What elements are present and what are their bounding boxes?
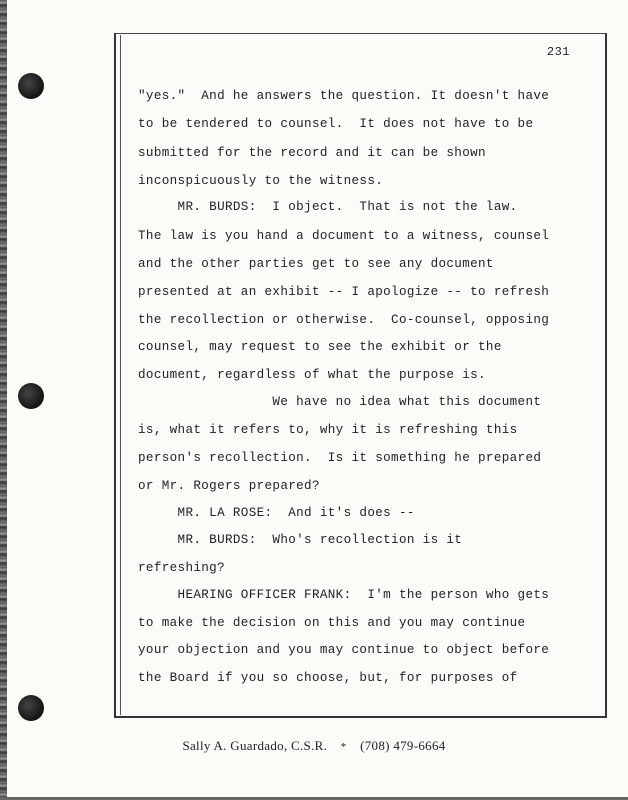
page-left-edge: [0, 0, 7, 800]
transcript-line: submitted for the record and it can be shown: [138, 146, 486, 160]
page-footer: [0, 738, 628, 754]
transcript-line: the recollection or otherwise. Co-counsel, opposing: [138, 313, 550, 327]
court-reporter-name: Sally A. Guardado, C.S.R.: [182, 738, 328, 753]
binder-hole: [18, 73, 44, 99]
transcript-line: and the other parties get to see any document: [138, 257, 494, 271]
transcript-line: MR. BURDS: Who's recollection is it: [138, 533, 463, 547]
transcript-line: MR. LA ROSE: And it's does --: [138, 506, 415, 520]
transcript-line: person's recollection. Is it something he prepared: [138, 451, 542, 465]
transcript-line: presented at an exhibit -- I apologize -- to refresh: [138, 285, 550, 299]
transcript-line: "yes." And he answers the question. It doesn't have: [138, 89, 550, 103]
binder-hole: [18, 695, 44, 721]
footer-separator: *: [340, 741, 347, 753]
transcript-line: the Board if you so choose, but, for purposes of: [138, 671, 518, 685]
transcript-line: The law is you hand a document to a witness, counsel: [138, 229, 550, 243]
page-number: 231: [546, 45, 570, 59]
transcript-line: refreshing?: [138, 561, 225, 575]
transcript-line: We have no idea what this document: [138, 395, 542, 409]
transcript-line: or Mr. Rogers prepared?: [138, 479, 320, 493]
binder-hole: [18, 383, 44, 409]
transcript-line: MR. BURDS: I object. That is not the law.: [138, 200, 518, 214]
transcript-line: to make the decision on this and you may continue: [138, 616, 526, 630]
transcript-line: HEARING OFFICER FRANK: I'm the person who gets: [138, 588, 550, 602]
court-reporter-phone: (708) 479-6664: [360, 738, 446, 753]
transcript-line: your objection and you may continue to object before: [138, 643, 550, 657]
transcript-line: to be tendered to counsel. It does not have to be: [138, 117, 534, 131]
page-border-inner-rule: [120, 35, 121, 715]
transcript-line: counsel, may request to see the exhibit or the: [138, 340, 502, 354]
transcript-line: inconspicuously to the witness.: [138, 174, 384, 188]
transcript-line: document, regardless of what the purpose is.: [138, 368, 486, 382]
transcript-line: is, what it refers to, why it is refreshing this: [138, 423, 518, 437]
